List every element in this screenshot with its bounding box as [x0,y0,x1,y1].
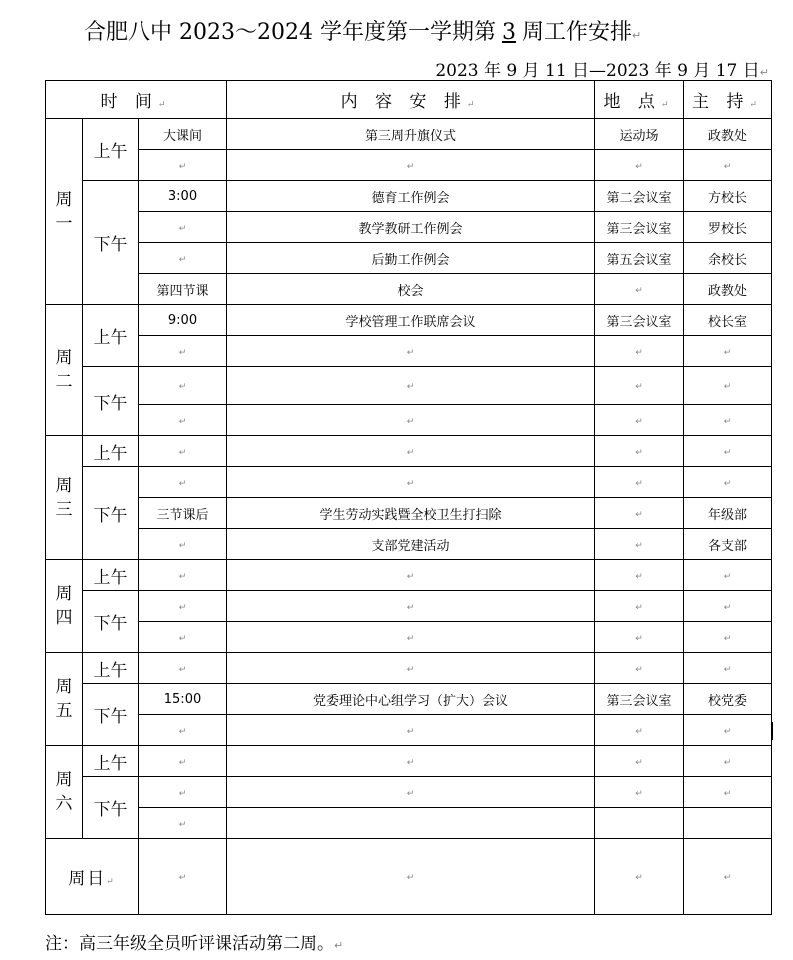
table-row [46,405,772,436]
cell-time: ↵ [139,839,227,915]
paragraph-mark-icon: ↵ [759,66,769,79]
half-pm: 下午 [83,367,139,436]
week-number: 3 [501,20,516,45]
cell-content: 校会 [227,274,595,305]
cell-time: ↵ [139,808,227,839]
cell-time: ↵ [139,367,227,405]
cell-content: 后勤工作例会 [227,243,595,274]
half-pm: 下午 [83,467,139,560]
table-row [46,746,772,777]
table-row [46,715,772,746]
table-row [46,150,772,181]
cell-time: ↵ [139,467,227,498]
cell-host: ↵ [684,653,772,684]
table-row [46,498,772,529]
table-row [46,684,772,715]
cell-time: ↵ [139,405,227,436]
cell-time: 9:00 [139,305,227,336]
day-saturday: 周 六 [46,746,83,839]
table-row [46,305,772,336]
page-title [84,18,641,51]
header-host: 主 持↵ [684,81,772,119]
cell-host: 政教处 [684,119,772,150]
cell-host: ↵ [684,715,772,746]
cell-time: ↵ [139,436,227,467]
table-row [46,467,772,498]
day-wednesday: 周 三 [46,436,83,560]
cell-content: ↵ [227,653,595,684]
half-am: 上午 [83,119,139,181]
cell-time: 15:00 [139,684,227,715]
cell-content: 教学教研工作例会 [227,212,595,243]
cell-location: ↵ [595,653,684,684]
cell-host: ↵ [684,405,772,436]
table-row [46,181,772,212]
cell-host: 政教处 [684,274,772,305]
cell-host: ↵ [684,622,772,653]
header-location: 地 点↵ [595,81,684,119]
cell-content: ↵ [227,436,595,467]
cell-content: ↵ [227,367,595,405]
half-am: 上午 [83,305,139,367]
cell-location: ↵ [595,839,684,915]
cell-location: ↵ [595,591,684,622]
cell-host: ↵ [684,746,772,777]
table-row [46,436,772,467]
half-pm: 下午 [83,181,139,305]
cell-content: ↵ [227,622,595,653]
paragraph-mark-icon: ↵ [334,939,344,952]
cell-time: ↵ [139,150,227,181]
cell-content: 学校管理工作联席会议 [227,305,595,336]
half-am: 上午 [83,746,139,777]
table-row [46,274,772,305]
date-range [435,56,769,81]
day-tuesday: 周 二 [46,305,83,436]
cell-host: 余校长 [684,243,772,274]
cell-location: 第三会议室 [595,684,684,715]
cell-time: ↵ [139,529,227,560]
cell-host: ↵ [684,560,772,591]
cell-content: ↵ [227,746,595,777]
cell-content: ↵ [227,591,595,622]
table-row [46,808,772,839]
cell-location: ↵ [595,622,684,653]
cursor-mark [771,722,773,740]
table-row [46,560,772,591]
cell-location: ↵ [595,560,684,591]
cell-content: 第三周升旗仪式 [227,119,595,150]
cell-location: 第二会议室 [595,181,684,212]
cell-content: ↵ [227,467,595,498]
cell-content: ↵ [227,150,595,181]
cell-location: ↵ [595,529,684,560]
half-pm: 下午 [83,777,139,839]
table-row [46,119,772,150]
paragraph-mark-icon: ↵ [631,29,642,42]
cell-host: ↵ [684,336,772,367]
cell-host: ↵ [684,839,772,915]
title-prefix: 合肥八中 2023～2024 学年度第一学期第 [84,20,496,45]
cell-location: ↵ [595,150,684,181]
schedule-table [45,80,772,915]
table-row [46,591,772,622]
cell-location: ↵ [595,715,684,746]
header-time: 时 间↵ [46,81,227,119]
half-am: 上午 [83,653,139,684]
date-range-text: 2023 年 9 月 11 日—2023 年 9 月 17 日 [435,61,760,81]
cell-location: ↵ [595,746,684,777]
cell-time: ↵ [139,622,227,653]
cell-host: 校长室 [684,305,772,336]
cell-content: 学生劳动实践暨全校卫生打扫除 [227,498,595,529]
cell-time: 大课间 [139,119,227,150]
cell-content [227,808,595,839]
day-sunday: 周日↵ [46,839,139,915]
cell-content: ↵ [227,839,595,915]
cell-time: ↵ [139,777,227,808]
table-row [46,653,772,684]
day-monday: 周 一 [46,119,83,305]
table-row [46,839,772,915]
cell-time: ↵ [139,212,227,243]
cell-host: 方校长 [684,181,772,212]
cell-location: ↵ [595,498,684,529]
cell-location: 第三会议室 [595,305,684,336]
cell-location [595,808,684,839]
day-thursday: 周 四 [46,560,83,653]
cell-time: ↵ [139,591,227,622]
cell-time: 第四节课 [139,274,227,305]
table-row [46,367,772,405]
schedule-table-wrap [45,80,772,915]
cell-content: 支部党建活动 [227,529,595,560]
cell-time: ↵ [139,653,227,684]
cell-host: ↵ [684,591,772,622]
table-row [46,243,772,274]
day-friday: 周 五 [46,653,83,746]
half-pm: 下午 [83,591,139,653]
cell-location: ↵ [595,436,684,467]
cell-host: ↵ [684,367,772,405]
cell-time: ↵ [139,560,227,591]
cell-host: 罗校长 [684,212,772,243]
table-row [46,212,772,243]
cell-time: ↵ [139,715,227,746]
half-am: 上午 [83,560,139,591]
cell-host [684,808,772,839]
table-row [46,529,772,560]
table-row [46,622,772,653]
cell-host: ↵ [684,436,772,467]
cell-host: ↵ [684,150,772,181]
cell-host: 年级部 [684,498,772,529]
table-row [46,336,772,367]
table-row [46,777,772,808]
cell-host: ↵ [684,777,772,808]
cell-location: ↵ [595,367,684,405]
cell-content: ↵ [227,560,595,591]
cell-time: 三节课后 [139,498,227,529]
cell-location: ↵ [595,405,684,436]
cell-content: ↵ [227,405,595,436]
title-suffix: 周工作安排 [521,20,632,45]
cell-time: ↵ [139,336,227,367]
half-pm: 下午 [83,684,139,746]
header-content: 内 容 安 排↵ [227,81,595,119]
cell-content: ↵ [227,777,595,808]
cell-location: 第五会议室 [595,243,684,274]
cell-content: ↵ [227,336,595,367]
cell-location: ↵ [595,336,684,367]
cell-location: ↵ [595,777,684,808]
cell-time: ↵ [139,746,227,777]
cell-time: ↵ [139,243,227,274]
table-header-row [46,81,772,119]
cell-location: 运动场 [595,119,684,150]
cell-location: ↵ [595,274,684,305]
cell-host: 校党委 [684,684,772,715]
cell-content: 德育工作例会 [227,181,595,212]
cell-location: 第三会议室 [595,212,684,243]
cell-location: ↵ [595,467,684,498]
footnote [45,929,343,954]
cell-host: 各支部 [684,529,772,560]
half-am: 上午 [83,436,139,467]
cell-host: ↵ [684,467,772,498]
footnote-text: 注：高三年级全员听评课活动第二周。 [45,934,334,954]
cell-content: ↵ [227,715,595,746]
cell-content: 党委理论中心组学习（扩大）会议 [227,684,595,715]
cell-time: 3:00 [139,181,227,212]
